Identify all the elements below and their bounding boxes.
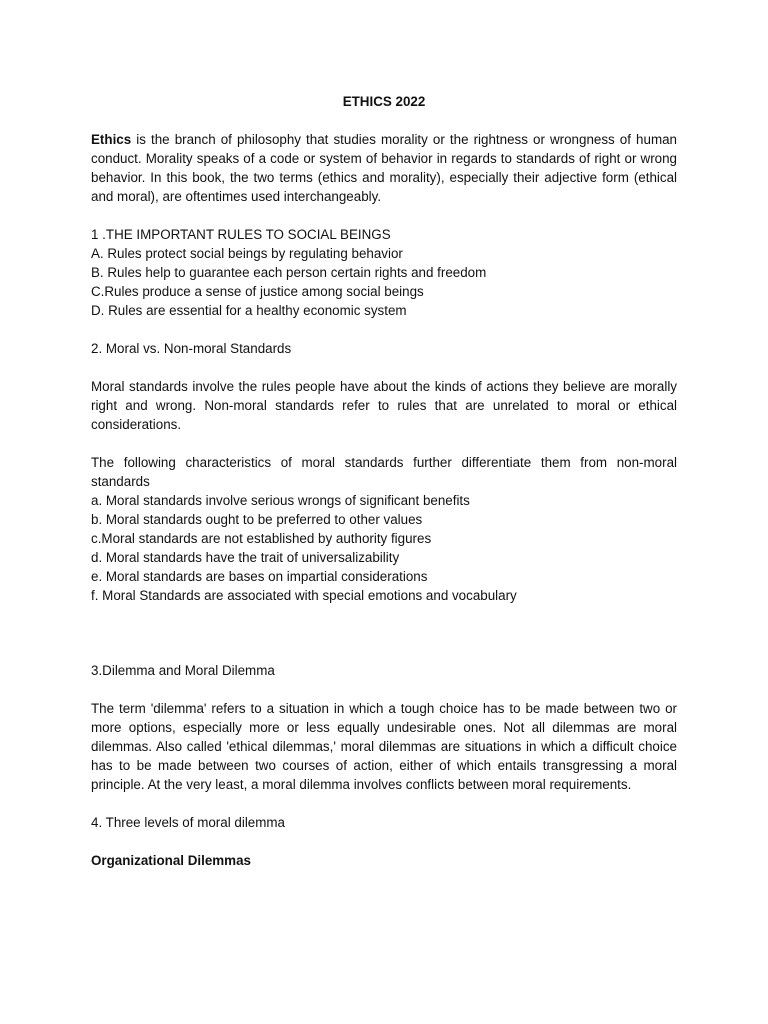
document-page <box>91 84 677 870</box>
section2-paragraph: The following characteristics of moral standards further differentiate them from non-moral standards <box>91 455 677 489</box>
section2-paragraph: Moral standards involve the rules people have about the kinds of actions they believe are morally right and wrong. Non-moral standards refer to rules that are unrelated to moral or ethical considerations. <box>91 379 677 432</box>
section4-subheading: Organizational Dilemmas <box>91 853 251 868</box>
section1-item: D. Rules are essential for a healthy economic system <box>91 303 407 318</box>
section3-heading: 3.Dilemma and Moral Dilemma <box>91 663 275 678</box>
section2-item: c.Moral standards are not established by authority figures <box>91 531 432 546</box>
intro-paragraph <box>91 130 677 206</box>
section3-paragraph: The term 'dilemma' refers to a situation in which a tough choice has to be made between two or more options, especially more or less equally undesirable ones. Not all dilemmas are moral dilemmas. Also called 'ethical dilemmas,' moral dilemmas are situations in which a difficult choice has to be made between two courses of action, either of which entails transgressing a moral principle. At the very least, a moral dilemma involves conflicts between moral requirements. <box>91 701 677 792</box>
intro-text: is the branch of philosophy that studies morality or the rightness or wrongness of human conduct. Morality speaks of a code or system of behavior in regards to standards of right or wrong behavior. In this book, the two terms (ethics and morality), especially their adjective form (ethical and moral), are oftentimes used interchangeably. <box>91 132 677 204</box>
section1-item: C.Rules produce a sense of justice among social beings <box>91 284 424 299</box>
section4-heading: 4. Three levels of moral dilemma <box>91 815 285 830</box>
section2-heading: 2. Moral vs. Non-moral Standards <box>91 341 292 356</box>
intro-term: Ethics <box>91 132 132 147</box>
section1-item: B. Rules help to guarantee each person certain rights and freedom <box>91 265 487 280</box>
section2-item: d. Moral standards have the trait of universalizability <box>91 550 400 565</box>
document-title: ETHICS 2022 <box>342 94 426 109</box>
section2-item: b. Moral standards ought to be preferred to other values <box>91 512 423 527</box>
section1-heading: 1 .THE IMPORTANT RULES TO SOCIAL BEINGS <box>91 227 391 242</box>
section2-item: f. Moral Standards are associated with special emotions and vocabulary <box>91 588 517 603</box>
section2-item: a. Moral standards involve serious wrongs of significant benefits <box>91 493 470 508</box>
section1-item: A. Rules protect social beings by regulating behavior <box>91 246 403 261</box>
section2-item: e. Moral standards are bases on impartial considerations <box>91 569 428 584</box>
